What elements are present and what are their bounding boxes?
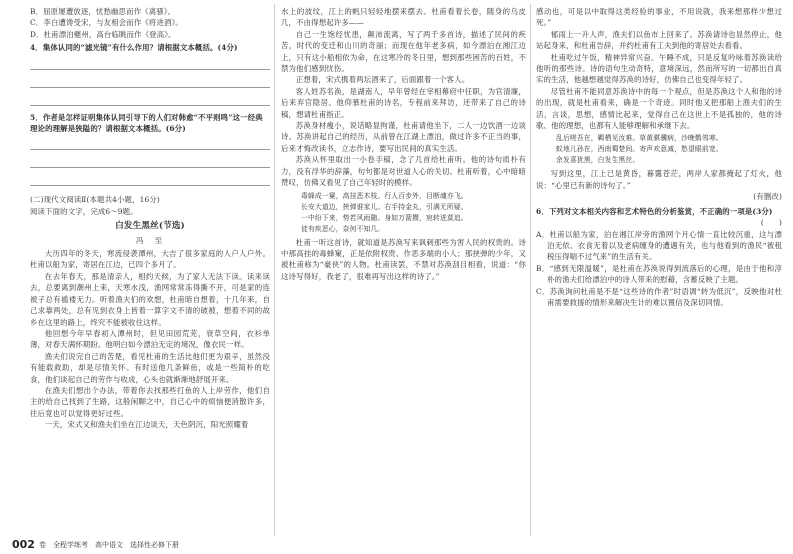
story-paragraph: 杜甫一听这首诗，就知道是苏涣写来讽刺那些为害人民的权贵的。诗中那高挂的毒蜂窠，正是依附权贵、作恶多端的小人；那挟弹的少年，又被杜甫称为“豪侠”的人物。杜甫读罢，不禁对苏涣刮目相看，说道：“你这诗写得好，我老了，很难再写出这样的诗了。”: [281, 237, 526, 281]
column-divider: [274, 4, 275, 536]
story-title: 白发生黑丝(节选): [115, 221, 185, 232]
story-author: 冯 至: [135, 235, 165, 245]
option-a: A．杜甫以船为家，泊在湘江岸旁的渔网个月心情一直比较沉重，这与漂泊无依、衣食无着以及老病缠身的遭遇有关，也与他看到的渔民“被租税压得喘不过气来”的生活有关。: [536, 229, 782, 262]
option-c: C．李白遭谗受宋，与友相会而作《将进酒》。: [30, 18, 183, 28]
poem-line: 余发喜犹黑，白发生黑丝。: [556, 156, 640, 165]
answer-line[interactable]: [30, 174, 270, 186]
question-5: 5．作者是怎样证明集体认同引导下的人们对韩愈“不平则鸣”这一经典理论的理解是狭隘的？请根据文本概括。(6分): [30, 112, 263, 134]
poem-line: 长安大道边，挟弹谁家儿。右手持金丸，引满无所疑。: [301, 202, 468, 211]
answer-line[interactable]: [30, 138, 270, 150]
story-paragraph: 客人姓苏名涣，是湖南人，早年曾经在宰相幕府中任职，为官清廉，后来弃官隐居。他仰慕杜甫的诗名，专程前来拜访，还带来了自己的诗稿，想请杜甫指正。: [281, 86, 526, 119]
poem-line: 徒有疾恶心，奈何不知几。: [301, 224, 385, 233]
column-divider: [530, 4, 531, 536]
column-middle: [281, 6, 526, 282]
column-left: [30, 6, 270, 431]
section-heading: (二)现代文阅读Ⅱ(本题共4小题，16分): [30, 195, 160, 205]
story-paragraph: 水上的波纹，江上的帆只轻轻地摆来摆去。杜甫看着长卷，随身的乌皮几，不由得想起许多——: [281, 7, 526, 28]
page-footer: [12, 538, 179, 551]
story-paragraph: 正想着，宋式携着两坛酒来了，后面跟着一个客人。: [295, 75, 470, 85]
story-paragraph: 他回想今年早春初入潭州时，但见田园荒芜，衰草空间，衣衫单薄，对春天满怀期盼。他明白如今漂泊无定的境况，像衣民一样。: [30, 328, 270, 350]
answer-line[interactable]: [30, 156, 270, 168]
answer-bracket[interactable]: ( ): [760, 218, 782, 228]
story-paragraph: 一天，宋式又和渔夫们坐在江边谈天，天色阴沉，阳光照耀着: [44, 420, 249, 430]
option-c: C．苏涣询问杜甫是不是“这些诗的作者”时语调“转为低沉”，反映他对杜甫需要救援的情形来解决生计的难以置信及深切同情。: [536, 286, 782, 307]
poem-line: 毒蜂成一窠，高挂恶木枝。行人百步外，目断魂亦飞。: [301, 191, 468, 200]
poem-line: 乱后嗟吾在，羁栖见汝难。草黄骐骥病，沙晚鹡鸰寒。: [556, 134, 723, 143]
source-note: (有删改): [753, 192, 782, 202]
poem-block: [556, 133, 782, 166]
story-paragraph: 写到这里，江上已是黄昏，暮霭苍茫，两岸人家都掩起了灯火，他说：“心里已有新的诗句了。”: [536, 169, 782, 190]
question-4: 4．集体认同的“滤光镜”有什么作用？请根据文本概括。(4分): [30, 43, 238, 53]
story-paragraph: 大历四年的冬天，寒流侵袭潭州，大吉了很多家庭的人户人户外。杜甫以船为家，寄居在江边，已四个多月了。: [30, 249, 270, 270]
page-number: 002: [12, 538, 35, 551]
poem-line: 蚁地儿孙在，西南蜀楚间。寄声欢意减，愁望眼前宽。: [556, 145, 723, 154]
story-paragraph: 杜甫吃过午饭，精神异常兴奋。午睡不成，只是反复吟咏着苏涣读给他听的那些诗。诗的语句生动奇特，意境深远，然而所写的一切都出自真实的生活，他越想越觉得苏涣的诗好，仿佛自己也变得年轻了。: [536, 52, 782, 85]
answer-line[interactable]: [30, 94, 270, 106]
option-b: B．屈原屡遭放逐，忧愁幽思而作《离骚》。: [30, 7, 176, 16]
story-paragraph: 苏涣从怀里取出一小卷手稿，念了几首给杜甫听。他的诗句质朴有力，没有浮华的辞藻，句句都是对世道人心的关切。杜甫听着，心中暗暗赞叹，仿佛又看见了自己年轻时的模样。: [281, 155, 526, 188]
story-paragraph: 尽管杜甫不能同意苏涣诗中的每一个观点，但是苏涣这个人和他的诗的出现，就是杜甫看来，确是一个奇迹。同时他又把那船上渔夫们的生活，言谈，思想，感情比起来，觉得自己在这世上不是孤独的，他的诗歌、他的理想，也都有人能够理解和承继下去。: [536, 86, 782, 131]
poem-line: 一中纷下来，势若风雨随。身如万箭攒，宛转迸莫追。: [301, 213, 468, 222]
story-paragraph: 在去年春天，那是清亲人，相约天候，为了家人无法下读。读来读去，总要离到潮州上来，天寒水浅，渔网常常冻得撕不开，可是家的连被子总有褴褛无力。听着渔夫们的欢想，杜甫暗自想着，十几年来，自己求靠两处，总有见到衣身上皆着一算字文不清的破被，想着不同的故乡在这里的路上，终究不能被收住这样。: [30, 271, 270, 327]
answer-line[interactable]: [30, 76, 270, 88]
column-right: [536, 6, 782, 308]
answer-bracket-row: [536, 217, 782, 228]
question-6: 6．下列对文本相关内容和艺术特色的分析鉴赏，不正确的一项是(3分): [536, 206, 773, 216]
story-paragraph: 感动也，可是以中取得这类经验的事业，不用说就，我来想那样少想过死。”: [536, 7, 782, 28]
story-paragraph: 渔夫们说完自己的苦楚，看见杜甫的生活比他们更为艰辛，虽然没有能载救助，却是尽情关怀。有时送他几条鲜鱼，或是一些简朴的吃食，他们谈起自己的劳作与收成，心头也就渐渐地舒展开来。: [30, 351, 270, 384]
poem-block: [301, 191, 526, 235]
option-d: D．杜甫漂泊夔州，高台临眺而作《登高》。: [30, 29, 176, 39]
story-paragraph: 郁雨上一升人声，渔夫们以鱼市上回来了。苏涣请诗也显然停止，他站起身来，和杜甫告辞，并约杜甫有工夫到他的寄居处去看看。: [536, 29, 782, 51]
story-paragraph: 苏涣身材瘦小，说话略显拘谨，杜甫请他坐下，二人一边饮酒一边谈诗。苏涣讲起自己的经历，从前曾在江湖上漂泊，做过许多不正当的事，后来才悔改读书，立志作诗，要写出民间的真实生活。: [281, 121, 526, 153]
answer-line[interactable]: [30, 58, 270, 70]
section-intro: 阅读下面的文字，完成6～9题。: [30, 206, 138, 216]
option-b: B．“感到无限温暖”，是杜甫在苏涣说得到流落后的心理，是由于他和淳朴的渔夫们给漂泊中的诗人带来的慰藉，含蓄反映了主题。: [536, 263, 782, 285]
story-paragraph: 自己一生饱经忧患，颠沛流离，写了两千多首诗，描述了民间的疾苦，时代的变迁和山川的奇丽；而现在他年老多病，如今漂泊在湘江边上，只有这小船相依为命，在这寒冷的冬日里，想到那些困苦的百姓，不禁为他们感到忧伤。: [281, 29, 526, 74]
story-paragraph: 在渔夫们想出个办法，带着你去找那些打鱼的人上岸劳作，他们自主的给自己找到了生路，这般闲聊之中，自己心中的烦恼便消散许多，往后竟也可以觉得更好过些。: [30, 385, 270, 418]
book-series: 卷 全程学练考 高中语文 选择性必修下册: [38, 540, 179, 549]
